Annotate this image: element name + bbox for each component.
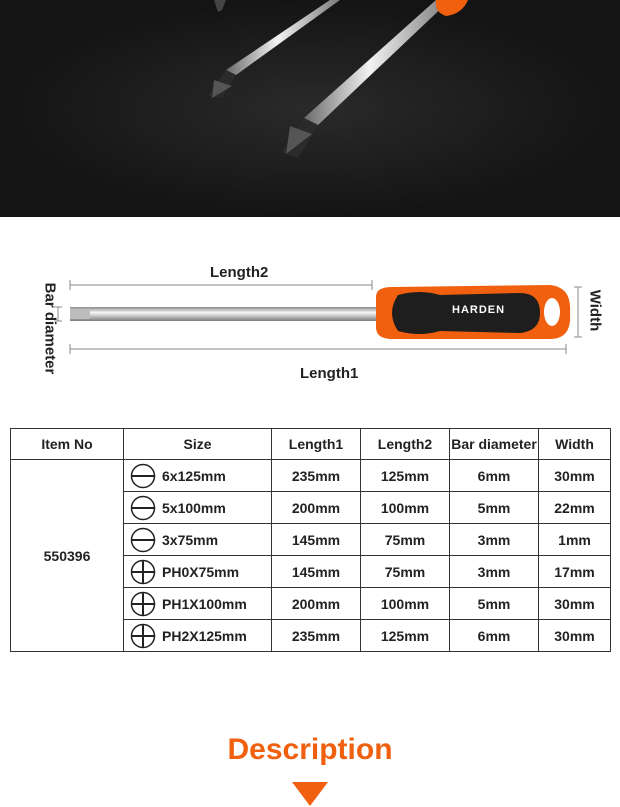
width-cell: 17mm: [539, 556, 611, 588]
phillips-tip-icon: [130, 623, 156, 649]
header-width: Width: [539, 429, 611, 460]
length1-cell: 235mm: [272, 620, 361, 652]
down-arrow-icon: [292, 782, 328, 806]
header-length1: Length1: [272, 429, 361, 460]
width-cell: 30mm: [539, 620, 611, 652]
phillips-tip-icon: [130, 591, 156, 617]
screwdriver-photo: [0, 0, 620, 217]
length2-cell: 125mm: [361, 620, 450, 652]
length1-cell: 145mm: [272, 556, 361, 588]
bar-diameter-cell: 6mm: [450, 620, 539, 652]
width-cell: 30mm: [539, 588, 611, 620]
item-no-cell: 550396: [11, 460, 124, 652]
size-cell: [124, 588, 272, 620]
phillips-tip-icon: [130, 559, 156, 585]
width-label: Width: [586, 289, 604, 332]
size-text: PH0X75mm: [162, 563, 240, 580]
bar-diameter-cell: 3mm: [450, 524, 539, 556]
description-heading: Description: [227, 733, 393, 766]
dimension-diagram: [0, 217, 620, 417]
length1-cell: 145mm: [272, 524, 361, 556]
header-size: Size: [124, 429, 272, 460]
spec-table: [10, 428, 611, 652]
size-text: 3x75mm: [162, 531, 219, 548]
width-cell: 1mm: [539, 524, 611, 556]
size-cell: [124, 556, 272, 588]
width-cell: 22mm: [539, 492, 611, 524]
size-text: PH1X100mm: [162, 595, 247, 612]
length2-cell: 125mm: [361, 460, 450, 492]
length2-cell: 75mm: [361, 556, 450, 588]
size-text: 6x125mm: [162, 467, 226, 484]
length1-cell: 200mm: [272, 492, 361, 524]
header-bar-diameter: Bar diameter: [450, 429, 539, 460]
bar-diameter-cell: 5mm: [450, 492, 539, 524]
size-text: PH2X125mm: [162, 627, 247, 644]
slotted-tip-icon: [130, 527, 156, 553]
bar-diameter-cell: 5mm: [450, 588, 539, 620]
brand-logo: HARDEN: [452, 304, 506, 316]
size-cell: [124, 620, 272, 652]
header-item-no: Item No: [11, 429, 124, 460]
length2-cell: 100mm: [361, 492, 450, 524]
size-cell: [124, 524, 272, 556]
bar-diameter-cell: 3mm: [450, 556, 539, 588]
slotted-tip-icon: [130, 463, 156, 489]
width-cell: 30mm: [539, 460, 611, 492]
length2-label: Length2: [210, 264, 269, 281]
table-row: [11, 460, 611, 492]
length1-label: Length1: [300, 365, 359, 382]
length2-cell: 75mm: [361, 524, 450, 556]
product-photo: [0, 0, 620, 217]
length2-cell: 100mm: [361, 588, 450, 620]
table-header-row: [11, 429, 611, 460]
bar-diameter-label: Bar diameter: [41, 282, 59, 375]
slotted-tip-icon: [130, 495, 156, 521]
length1-cell: 200mm: [272, 588, 361, 620]
size-cell: [124, 460, 272, 492]
size-cell: [124, 492, 272, 524]
header-length2: Length2: [361, 429, 450, 460]
length1-cell: 235mm: [272, 460, 361, 492]
screwdriver-drawing: [0, 217, 620, 417]
size-text: 5x100mm: [162, 499, 226, 516]
bar-diameter-cell: 6mm: [450, 460, 539, 492]
